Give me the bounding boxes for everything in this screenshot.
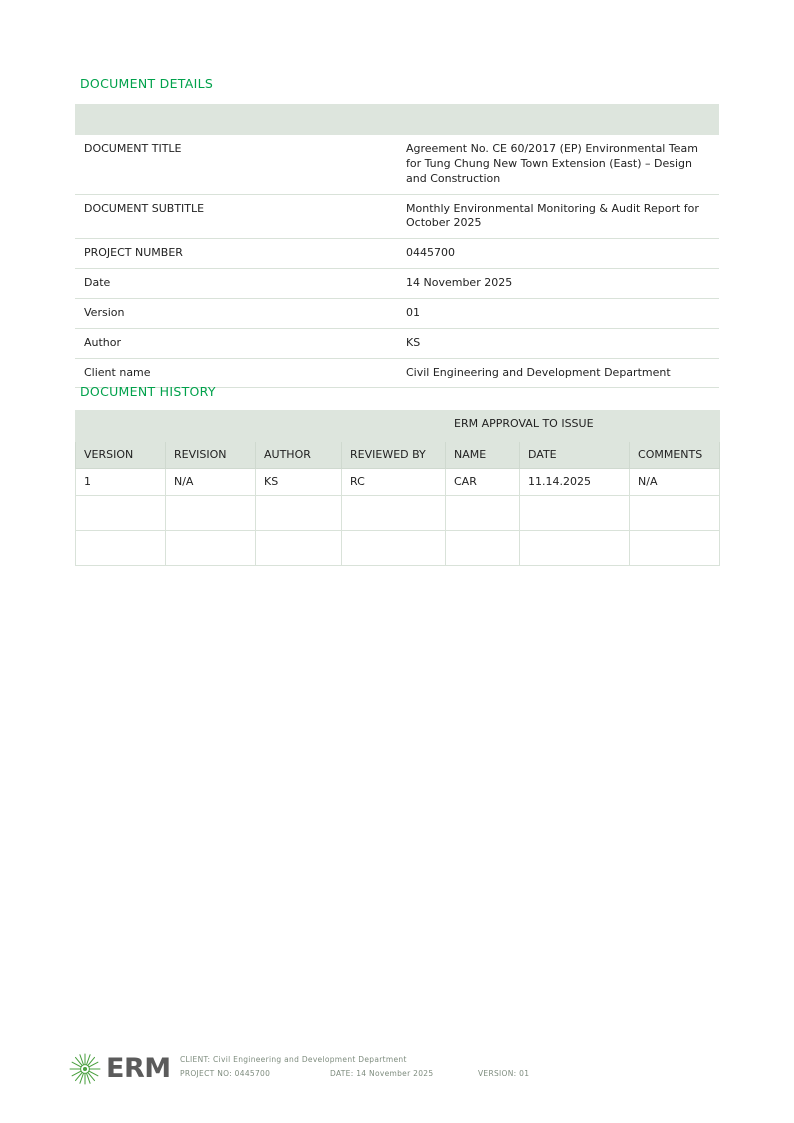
history-cell-author [256, 531, 342, 566]
history-cell-reviewed-by: RC [342, 469, 446, 496]
footer-date: DATE: 14 November 2025 [330, 1069, 434, 1079]
history-cell-author [256, 496, 342, 531]
detail-label-project-number: PROJECT NUMBER [75, 239, 397, 269]
history-cell-date: 11.14.2025 [520, 469, 630, 496]
table-row [75, 194, 719, 239]
detail-label-author: Author [75, 328, 397, 358]
table-row [75, 269, 719, 299]
history-cell-revision [166, 531, 256, 566]
detail-label-document-subtitle: DOCUMENT SUBTITLE [75, 194, 397, 239]
table-row [75, 239, 719, 269]
history-cell-date [520, 531, 630, 566]
history-header-version: VERSION [76, 442, 166, 469]
detail-label-version: Version [75, 298, 397, 328]
history-cell-comments [630, 531, 720, 566]
history-approval-blank [76, 411, 446, 442]
history-cell-name [446, 496, 520, 531]
document-history-table [75, 410, 720, 566]
detail-label-date: Date [75, 269, 397, 299]
detail-value-version: 01 [397, 298, 719, 328]
history-header-comments: COMMENTS [630, 442, 720, 469]
detail-value-document-title: Agreement No. CE 60/2017 (EP) Environmental Team for Tung Chung New Town Extension (East) – Design and Construction [397, 135, 719, 195]
history-cell-date [520, 496, 630, 531]
history-cell-comments: N/A [630, 469, 720, 496]
table-row [75, 328, 719, 358]
history-cell-name [446, 531, 520, 566]
history-header-row [76, 442, 720, 469]
document-details-heading: DOCUMENT DETAILS [80, 76, 214, 91]
history-cell-version [76, 496, 166, 531]
history-cell-reviewed-by [342, 531, 446, 566]
history-cell-version: 1 [76, 469, 166, 496]
detail-value-author: KS [397, 328, 719, 358]
table-row [75, 135, 719, 195]
history-cell-revision [166, 496, 256, 531]
history-header-author: AUTHOR [256, 442, 342, 469]
history-header-name: NAME [446, 442, 520, 469]
history-cell-name: CAR [446, 469, 520, 496]
detail-value-client-name: Civil Engineering and Development Department [397, 358, 719, 388]
details-banner-cell [75, 104, 719, 135]
document-details-table [75, 104, 719, 388]
history-header-reviewed-by: REVIEWED BY [342, 442, 446, 469]
history-cell-author: KS [256, 469, 342, 496]
detail-label-client-name: Client name [75, 358, 397, 388]
history-cell-revision: N/A [166, 469, 256, 496]
history-header-date: DATE [520, 442, 630, 469]
detail-value-date: 14 November 2025 [397, 269, 719, 299]
history-cell-version [76, 531, 166, 566]
history-cell-reviewed-by [342, 496, 446, 531]
footer-project-no: PROJECT NO: 0445700 [180, 1069, 271, 1079]
details-banner-row [75, 104, 719, 135]
table-row [76, 531, 720, 566]
footer-client-line: CLIENT: Civil Engineering and Development Department [180, 1055, 407, 1064]
table-row [75, 298, 719, 328]
table-row [76, 496, 720, 531]
detail-label-document-title: DOCUMENT TITLE [75, 135, 397, 195]
table-row [76, 469, 720, 496]
footer-version: VERSION: 01 [478, 1069, 530, 1079]
history-approval-blank-right [630, 411, 720, 442]
document-history-heading: DOCUMENT HISTORY [80, 384, 216, 399]
erm-wordmark: ERM [106, 1053, 171, 1084]
page-footer [68, 1045, 728, 1095]
erm-starburst-icon [68, 1052, 102, 1086]
erm-logo [68, 1048, 188, 1088]
detail-value-project-number: 0445700 [397, 239, 719, 269]
history-approval-label: ERM APPROVAL TO ISSUE [446, 411, 630, 442]
footer-meta [180, 1053, 529, 1082]
history-cell-comments [630, 496, 720, 531]
history-approval-group-row [76, 411, 720, 442]
detail-value-document-subtitle: Monthly Environmental Monitoring & Audit Report for October 2025 [397, 194, 719, 239]
history-header-revision: REVISION [166, 442, 256, 469]
